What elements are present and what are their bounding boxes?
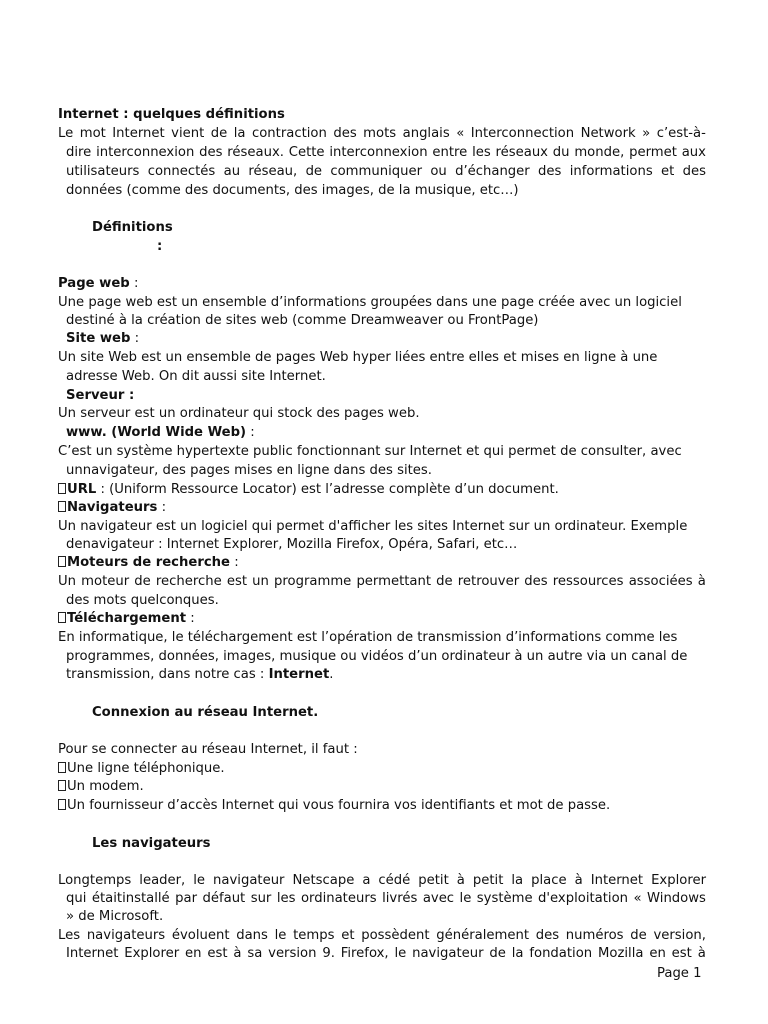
term-moteurs <box>58 553 239 572</box>
word: Interconnection <box>470 126 575 141</box>
document-title: Internet : quelques définitions <box>58 107 285 122</box>
www-line-2: unnavigateur, des pages mises en ligne dans des sites. <box>66 463 432 478</box>
text-run: . <box>329 667 334 682</box>
word: la <box>233 126 246 141</box>
word: interconnexion <box>329 145 428 160</box>
term-page-web <box>58 274 138 293</box>
word: de <box>305 164 323 179</box>
missing-glyph-icon <box>58 612 66 623</box>
word: recherche <box>155 574 222 589</box>
word: navigateur <box>213 873 285 888</box>
word: de <box>134 574 151 589</box>
site-web-line-1: Un site Web est un ensemble de pages Web hyper liées entre elles et mises en ligne à une <box>58 350 658 365</box>
word: programme <box>274 574 352 589</box>
word: connectés <box>147 164 216 179</box>
word: Le <box>58 126 74 141</box>
term-navigateurs <box>58 498 166 517</box>
word: Internet <box>112 126 165 141</box>
word: interconnexion <box>96 145 195 160</box>
word: d’échanger <box>455 164 530 179</box>
telechargement-line-2: programmes, données, images, musique ou vidéos d’un ordinateur à un autre via un canal de <box>66 649 688 664</box>
term-sep: : <box>130 331 140 346</box>
word: moteur <box>81 574 130 589</box>
word: du <box>552 145 570 160</box>
intro-line-2 <box>66 143 706 162</box>
navs-p2-line-1 <box>58 926 706 945</box>
word: associées <box>628 574 693 589</box>
definitions-heading: Définitions <box>92 220 173 235</box>
word: ressources <box>552 574 624 589</box>
word: les <box>472 145 491 160</box>
word: et <box>341 928 355 943</box>
word: Windows <box>647 891 706 906</box>
word: le <box>274 928 287 943</box>
term-sep: : <box>186 611 195 626</box>
word: « <box>633 891 642 906</box>
word: aux <box>681 145 706 160</box>
term-label: Site web <box>66 331 131 346</box>
intro-line-4: données (comme des documents, des images, de la musique, etc…) <box>66 183 519 198</box>
word: » <box>642 126 651 141</box>
word: Firefox, <box>340 946 389 961</box>
word: navigateur <box>412 946 484 961</box>
word: Longtemps <box>58 873 132 888</box>
word: version, <box>653 928 706 943</box>
word: monde, <box>574 145 625 160</box>
word: ou <box>430 164 447 179</box>
word: entre <box>432 145 468 160</box>
word: et <box>661 164 675 179</box>
term-sep: : <box>246 425 255 440</box>
word: à <box>697 946 706 961</box>
word: permet <box>629 145 677 160</box>
moteurs-line-2: des mots quelconques. <box>66 593 219 608</box>
term-sep: : <box>157 500 167 515</box>
item-text: Un fournisseur d’accès Internet qui vous fournira vos identifiants et mot de passe. <box>67 798 611 813</box>
term-label: Moteurs de recherche <box>67 555 230 570</box>
word: « <box>456 126 465 141</box>
navs-p2-line-2 <box>66 944 706 963</box>
word: système <box>476 891 533 906</box>
connexion-heading: Connexion au réseau Internet. <box>92 705 319 720</box>
word: contraction <box>251 126 327 141</box>
term-url <box>58 480 559 499</box>
term-www <box>66 423 255 442</box>
word: Internet <box>590 873 644 888</box>
word: à <box>456 873 465 888</box>
word: version <box>268 946 317 961</box>
intro-line-1 <box>58 124 706 143</box>
word: généralement <box>436 928 529 943</box>
word: par <box>175 891 198 906</box>
word: le <box>459 891 472 906</box>
missing-glyph-icon <box>58 556 66 567</box>
term-rest: : (Uniform Ressource Locator) est l’adresse complète d’un document. <box>96 482 559 497</box>
word: des <box>199 145 223 160</box>
word: Un <box>58 574 77 589</box>
word: dans <box>236 928 268 943</box>
word: temps <box>293 928 335 943</box>
word: Netscape <box>292 873 355 888</box>
navs-p1-line-3: » de Microsoft. <box>66 909 164 924</box>
page-number: Page 1 <box>657 966 702 981</box>
word: anglais <box>402 126 450 141</box>
word: un <box>252 574 269 589</box>
item-text: Une ligne téléphonique. <box>67 761 225 776</box>
word: de <box>630 928 647 943</box>
word: petit <box>418 873 449 888</box>
word: défaut <box>202 891 246 906</box>
word: Cette <box>288 145 325 160</box>
word: réseaux. <box>227 145 284 160</box>
word: à <box>574 873 583 888</box>
word: la <box>511 873 524 888</box>
word: Internet <box>66 946 119 961</box>
word: des <box>535 928 560 943</box>
word: c’est-à- <box>656 126 706 141</box>
word: avec <box>422 891 455 906</box>
missing-glyph-icon <box>58 762 66 773</box>
word: vient <box>171 126 205 141</box>
word: Explorer <box>651 873 706 888</box>
word: sa <box>247 946 263 961</box>
term-label: URL <box>67 482 97 497</box>
word: sur <box>250 891 272 906</box>
navigateurs-line-2: denavigateur : Internet Explorer, Mozilla Firefox, Opéra, Safari, etc… <box>66 537 518 552</box>
word: informations <box>569 164 653 179</box>
navigateurs-line-1: Un navigateur est un logiciel qui permet d'afficher les sites Internet sur un ordinateur. Exemple <box>58 519 688 534</box>
word: navigateurs <box>86 928 166 943</box>
term-sep: : <box>230 555 239 570</box>
word: la <box>511 946 524 961</box>
word: le <box>394 946 407 961</box>
word: de <box>436 574 453 589</box>
serveur-line-1: Un serveur est un ordinateur qui stock des pages web. <box>58 406 420 421</box>
word: à <box>233 946 242 961</box>
page-web-line-2: destiné à la création de sites web (comme Dreamweaver ou FrontPage) <box>66 313 539 328</box>
word: évoluent <box>171 928 230 943</box>
word: dire <box>66 145 92 160</box>
term-label: Page web <box>58 276 130 291</box>
word: utilisateurs <box>66 164 140 179</box>
word: réseau, <box>248 164 298 179</box>
word: mots <box>363 126 397 141</box>
word: est <box>671 946 692 961</box>
missing-glyph-icon <box>58 483 66 494</box>
term-label: www. (World Wide Web) <box>66 425 247 440</box>
intro-line-3 <box>66 162 706 181</box>
site-web-line-2: adresse Web. On dit aussi site Internet. <box>66 369 326 384</box>
word: livrés <box>382 891 418 906</box>
word: numéros <box>565 928 624 943</box>
term-label: Navigateurs <box>67 500 158 515</box>
word: retrouver <box>457 574 520 589</box>
word: fondation <box>529 946 593 961</box>
telechargement-line-1: En informatique, le téléchargement est l’opération de transmission d’informations comme les <box>58 630 678 645</box>
missing-glyph-icon <box>58 799 66 810</box>
text-run: transmission, dans notre cas : <box>66 667 269 682</box>
www-line-1: C’est un système hypertexte public fonctionnant sur Internet et qui permet de consulter, avec <box>58 444 682 459</box>
word: est <box>226 574 248 589</box>
missing-glyph-icon <box>58 780 66 791</box>
term-site-web <box>66 329 139 348</box>
word: d'exploitation <box>538 891 629 906</box>
moteurs-line-1 <box>58 572 706 591</box>
word: 9. <box>322 946 335 961</box>
term-serveur: Serveur : <box>66 388 135 403</box>
word: des <box>538 164 562 179</box>
word: Mozilla <box>598 946 644 961</box>
connexion-intro: Pour se connecter au réseau Internet, il faut : <box>58 742 358 757</box>
word: mot <box>79 126 106 141</box>
word: étaitinstallé <box>91 891 170 906</box>
word: réseaux <box>495 145 548 160</box>
word: petit <box>472 873 504 888</box>
word: au <box>223 164 241 179</box>
word: de <box>489 946 506 961</box>
word: des <box>682 164 706 179</box>
word: Network <box>580 126 636 141</box>
term-label: Téléchargement <box>67 611 187 626</box>
page-web-line-1: Une page web est un ensemble d’informations groupées dans une page créée avec un logiciel <box>58 295 682 310</box>
item-text: Un modem. <box>67 779 144 794</box>
telechargement-line-3 <box>66 665 333 684</box>
term-telechargement <box>58 609 195 628</box>
connexion-item <box>58 796 610 815</box>
word: les <box>276 891 296 906</box>
word: qui <box>66 891 87 906</box>
connexion-item <box>58 759 225 778</box>
navs-p1-line-2 <box>66 889 706 908</box>
word: est <box>207 946 228 961</box>
word: possèdent <box>361 928 430 943</box>
word: de <box>210 126 228 141</box>
word: a <box>362 873 371 888</box>
term-sep: : <box>129 276 139 291</box>
word: des <box>524 574 548 589</box>
word: à <box>697 574 706 589</box>
word: permettant <box>356 574 432 589</box>
word: cédé <box>378 873 411 888</box>
word: Explorer <box>124 946 180 961</box>
navs-p1-line-1 <box>58 871 706 890</box>
word: communiquer <box>330 164 423 179</box>
word: ordinateurs <box>300 891 377 906</box>
missing-glyph-icon <box>58 501 66 512</box>
connexion-item <box>58 777 144 796</box>
bold-run: Internet <box>268 667 330 682</box>
word: le <box>193 873 206 888</box>
word: des <box>333 126 357 141</box>
word: en <box>185 946 202 961</box>
word: place <box>531 873 567 888</box>
definitions-colon: : <box>157 239 163 254</box>
navigateurs-heading: Les navigateurs <box>92 836 211 851</box>
word: en <box>649 946 666 961</box>
word: leader, <box>139 873 186 888</box>
word: Les <box>58 928 81 943</box>
